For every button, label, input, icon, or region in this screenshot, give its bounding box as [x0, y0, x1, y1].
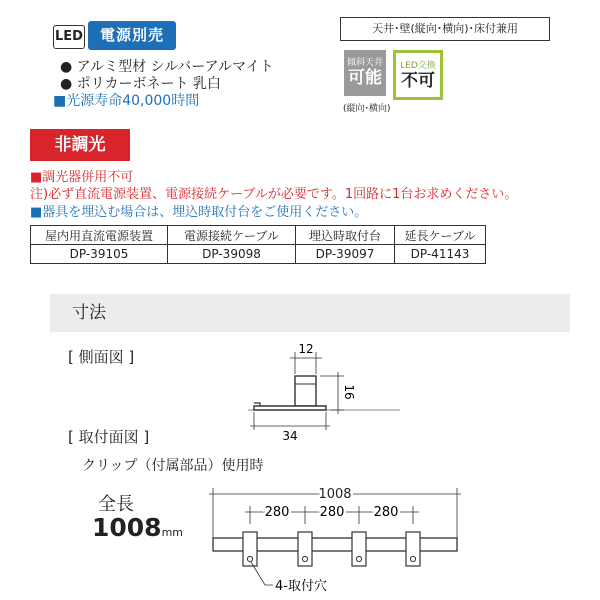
dimmer-warning: ■調光器併用不可 — [30, 170, 134, 185]
spacing-1-text: 280 — [264, 505, 290, 520]
total-length — [92, 513, 183, 542]
clip-3 — [352, 532, 366, 566]
dimensions-section-title: 寸法 — [50, 294, 570, 332]
clip-4 — [406, 532, 420, 566]
fixture-body — [295, 376, 316, 406]
side-view-diagram — [240, 340, 410, 440]
value-power-unit: DP-39105 — [31, 245, 168, 264]
header-mount-base: 埋込時取付台 — [296, 226, 395, 245]
total-length-label: 全長 — [98, 494, 134, 515]
power-sold-separately-badge: 電源別売 — [88, 21, 176, 50]
spacing-2-text: 280 — [319, 505, 345, 520]
value-cable: DP-39098 — [168, 245, 296, 264]
embed-note: ■器具を埋込む場合は、埋込時取付台をご使用ください。 — [30, 205, 368, 220]
tilted-ceiling-top: 傾斜天井 — [346, 58, 383, 68]
led-swap-top: LED交換 — [400, 61, 436, 71]
led-swap-badge — [393, 50, 443, 100]
led-swap-main: 不可 — [401, 71, 435, 91]
mount-holes-text: 4-取付穴 — [275, 579, 327, 594]
feature-material: ● アルミ型材 シルバーアルマイト — [60, 59, 274, 75]
orientation-note: (縦向･横向) — [343, 104, 391, 114]
mount-view-label: [ 取付面図 ] — [68, 428, 150, 446]
mount-base-profile — [254, 406, 326, 410]
tilted-ceiling-badge — [344, 50, 386, 96]
feature-cover: ● ポリカーボネート 乳白 — [60, 76, 221, 92]
mount-face-diagram — [205, 482, 475, 597]
led-badge: LED — [53, 25, 85, 49]
non-dimmable-badge: 非調光 — [30, 129, 130, 161]
value-mount-base: DP-39097 — [296, 245, 395, 264]
side-depth-text: 34 — [282, 429, 298, 440]
power-requirement-note: 注)必ず直流電源装置、電源接続ケーブルが必要です。1回路に1台お求めください。 — [30, 187, 518, 202]
tilted-ceiling-main: 可能 — [348, 68, 382, 88]
feature-lifetime: ■光源寿命40,000時間 — [53, 93, 200, 109]
clip-note: クリップ（付属部品）使用時 — [82, 458, 264, 474]
mounting-type-label: 天井･壁(縦向･横向)･床付兼用 — [340, 17, 550, 41]
header-extension: 延長ケーブル — [395, 226, 486, 245]
total-length-value: 1008 — [92, 513, 162, 542]
clip-2 — [298, 532, 312, 566]
total-length-dim-text: 1008 — [318, 487, 352, 502]
clip-1 — [243, 532, 257, 566]
header-power-unit: 屋内用直流電源装置 — [31, 226, 168, 245]
value-extension: DP-41143 — [395, 245, 486, 264]
table-row — [31, 245, 486, 264]
header-cable: 電源接続ケーブル — [168, 226, 296, 245]
side-width-text: 12 — [298, 342, 314, 356]
side-view-label: [ 側面図 ] — [68, 348, 135, 366]
table-header-row — [31, 226, 486, 245]
total-length-unit: mm — [161, 526, 184, 539]
parts-table — [30, 225, 486, 264]
side-height-text: 16 — [342, 384, 356, 400]
spacing-3-text: 280 — [373, 505, 399, 520]
